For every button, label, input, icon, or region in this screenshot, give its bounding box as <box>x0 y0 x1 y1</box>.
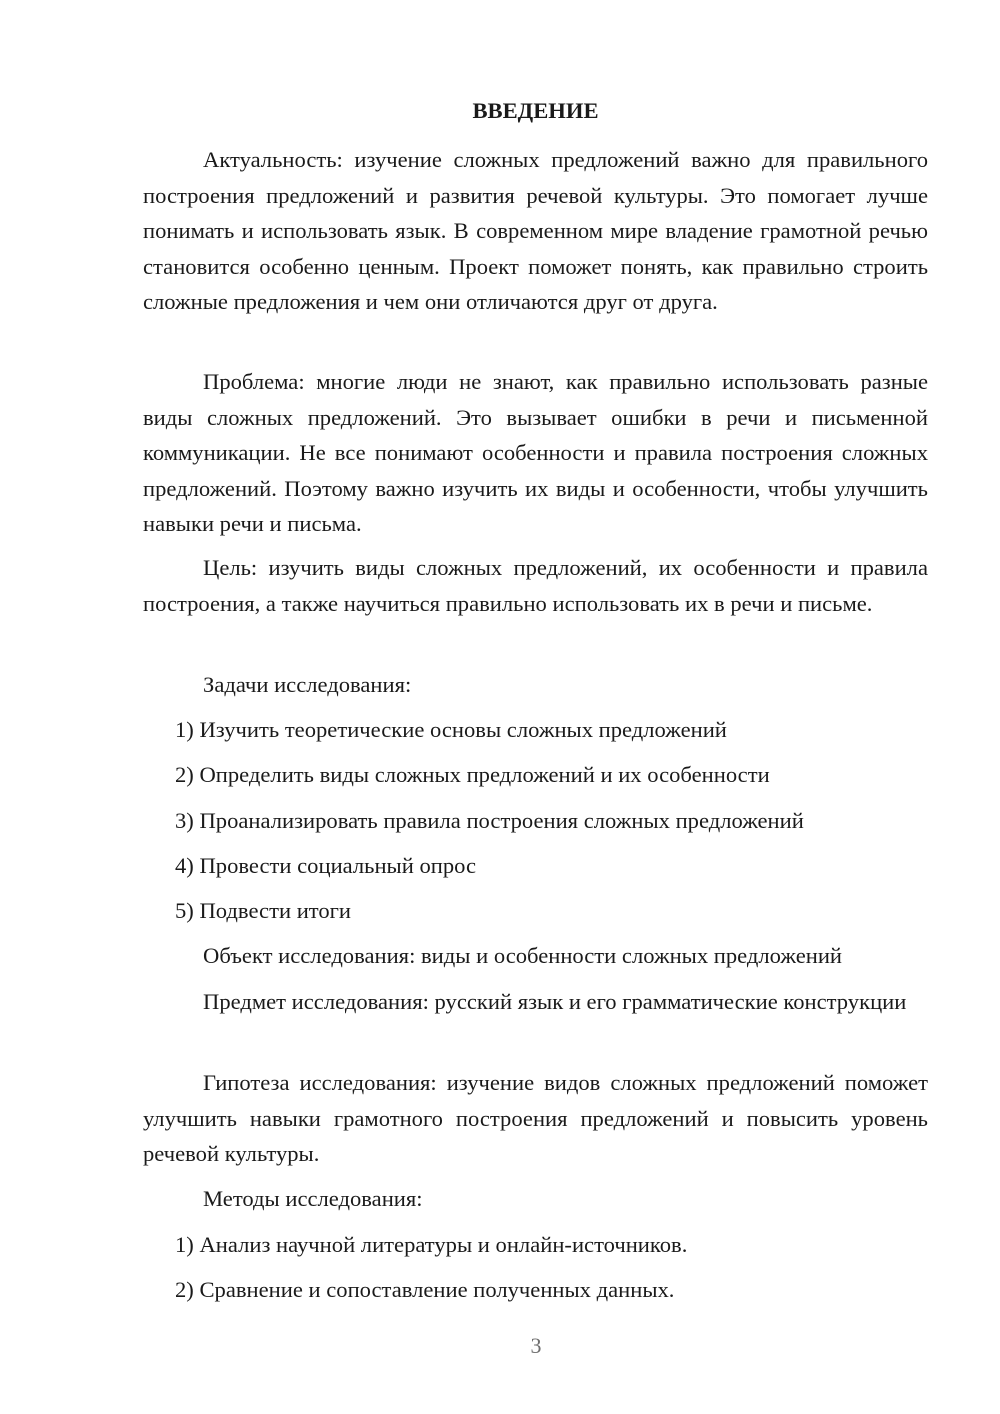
task-item-2: 2) Определить виды сложных предложений и их особенности <box>175 762 770 787</box>
page-number: 3 <box>530 1333 542 1358</box>
relevance-paragraph: Актуальность: изучение сложных предложений важно для правильного построения предложений и развития речевой культуры. Это помогает лучше понимать и использовать язык. В современном мире владение грамотной речью становится особенно ценным. Проект поможет понять, как правильно строить сложные предложения и чем они отличаются друг от друга. <box>143 147 928 314</box>
task-item-3: 3) Проанализировать правила построения сложных предложений <box>175 808 804 833</box>
methods-title: Методы исследования: <box>203 1186 423 1211</box>
problem-paragraph: Проблема: многие люди не знают, как правильно использовать разные виды сложных предложений. Это вызывает ошибки в речи и письменной коммуникации. Не все понимают особенности и правила построения сложных предложений. Поэтому важно изучить их виды и особенности, чтобы улучшить навыки речи и письма. <box>143 369 928 536</box>
page-title: ВВЕДЕНИЕ <box>472 98 599 123</box>
tasks-title: Задачи исследования: <box>203 672 412 697</box>
method-item-1: 1) Анализ научной литературы и онлайн-источников. <box>175 1232 688 1257</box>
object-line: Объект исследования: виды и особенности сложных предложений <box>203 943 843 968</box>
subject-paragraph: Предмет исследования: русский язык и его грамматические конструкции <box>203 989 907 1014</box>
task-item-4: 4) Провести социальный опрос <box>175 853 477 878</box>
task-item-1: 1) Изучить теоретические основы сложных предложений <box>175 717 727 742</box>
goal-paragraph: Цель: изучить виды сложных предложений, их особенности и правила построения, а также научиться правильно использовать их в речи и письме. <box>143 555 928 616</box>
method-item-2: 2) Сравнение и сопоставление полученных данных. <box>175 1277 675 1302</box>
task-item-5: 5) Подвести итоги <box>175 898 352 923</box>
hypothesis-paragraph: Гипотеза исследования: изучение видов сложных предложений поможет улучшить навыки грамотного построения предложений и повысить уровень речевой культуры. <box>143 1070 928 1166</box>
